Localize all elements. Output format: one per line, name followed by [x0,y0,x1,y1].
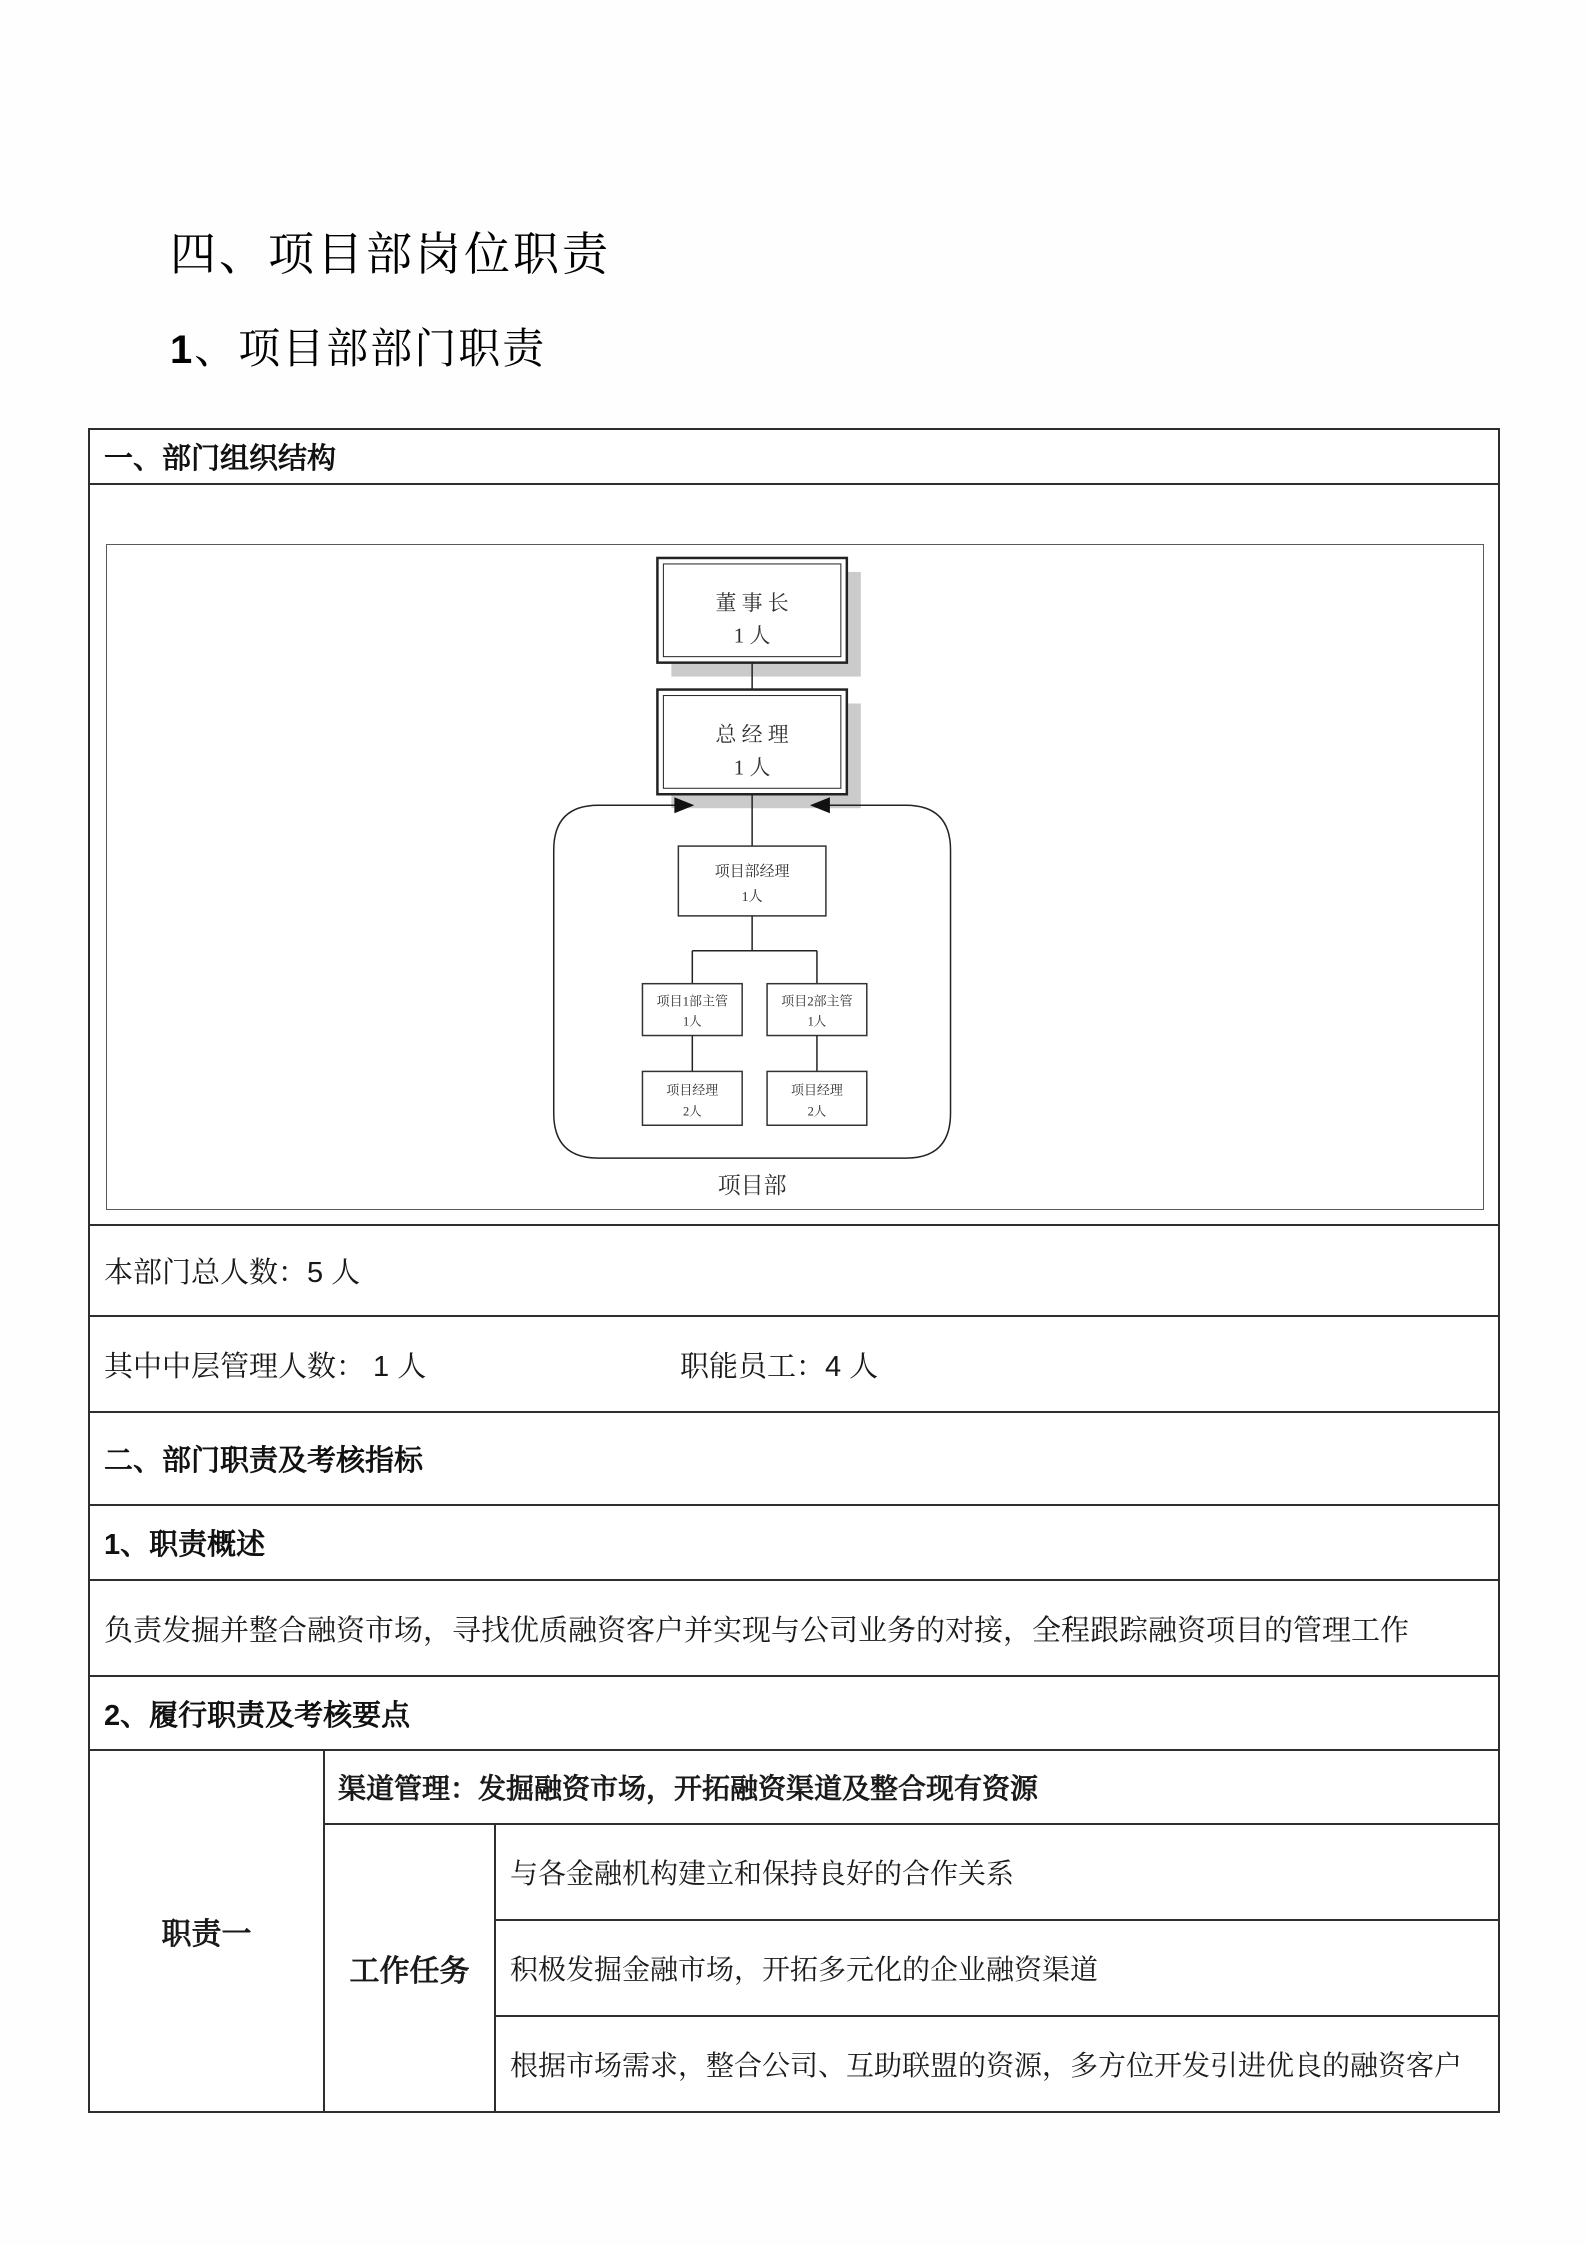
row-mid-level-headcount [90,1315,1498,1411]
supervisor2-title: 项目2部主管 [781,993,853,1009]
row-duty-points-header [90,1675,1498,1749]
section2-header: 二、部门职责及考核指标 [104,1445,424,1477]
supervisor1-count: 1人 [682,1014,702,1029]
duty-overview-text: 负责发掘并整合融资市场，寻找优质融资客户并实现与公司业务的对接，全程跟踪融资项目的管理工作 [104,1614,1410,1647]
chairman-count: 1 人 [733,623,771,648]
pm2-title: 项目经理 [791,1082,843,1098]
dept-group-label: 项目部 [717,1173,787,1199]
row-org-chart [90,483,1498,1224]
pm1-title: 项目经理 [666,1082,719,1098]
org-chart-svg [107,545,1483,1209]
responsibility-table [88,428,1500,2113]
row-duty-overview-text [90,1579,1498,1675]
chairman-title: 董 事 长 [715,590,789,615]
duty1-task-3: 根据市场需求，整合公司、互助联盟的资源，多方位开发引进优良的融资客户 [510,2050,1463,2081]
staff-count-text: 职能员工：4 人 [680,1350,879,1383]
total-headcount-text: 本部门总人数：5 人 [104,1257,361,1289]
org-structure-header: 一、部门组织结构 [104,443,337,475]
duty1-channel-mgmt: 渠道管理：发掘融资市场，开拓融资渠道及整合现有资源 [325,1751,1498,1825]
pm2-count: 2人 [807,1104,827,1119]
duty1-task-label: 工作任务 [325,1825,496,2111]
subtitle-number: 1 [170,328,195,372]
gm-title: 总 经 理 [715,722,789,747]
row-duty-overview-header [90,1504,1498,1579]
section-subtitle [170,316,546,376]
supervisor2-count: 1人 [807,1014,827,1029]
org-chart-frame [106,544,1484,1210]
duty1-subtable [90,1749,1498,2111]
mid-level-count-text: 其中中层管理人数： 1 人 [104,1350,427,1383]
row-total-headcount [90,1224,1498,1315]
row-section2-header [90,1411,1498,1504]
page-title: 四、项目部岗位职责 [170,229,611,280]
duty1-task-1: 与各金融机构建立和保持良好的合作关系 [496,1825,1498,1921]
duty-points-header: 2、履行职责及考核要点 [104,1699,411,1732]
duty1-label: 职责一 [90,1751,325,2111]
subtitle-text: 、项目部部门职责 [194,327,547,373]
pm1-count: 2人 [682,1104,702,1119]
dept-manager-box [678,846,826,916]
duty-overview-header: 1、职责概述 [104,1529,266,1561]
supervisor1-title: 项目1部主管 [656,993,728,1009]
row-org-structure-header [90,430,1498,483]
gm-count: 1 人 [733,755,771,780]
duty1-task-2: 积极发掘金融市场，开拓多元化的企业融资渠道 [496,1921,1498,2017]
dept-manager-count: 1人 [741,889,763,905]
dept-manager-title: 项目部经理 [714,864,790,881]
